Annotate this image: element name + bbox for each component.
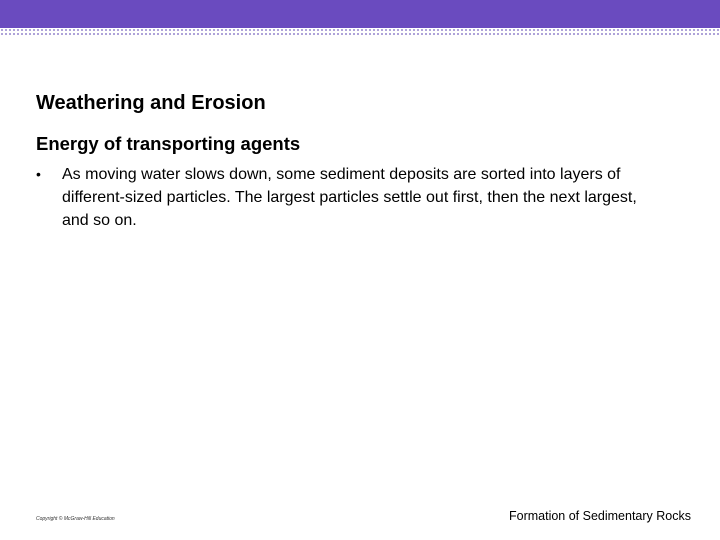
copyright-notice: Copyright © McGraw-Hill Education xyxy=(36,516,115,522)
bullet-text: As moving water slows down, some sediment deposits are sorted into layers of different-sized particles. The largest particles settle out first, then the next largest, and so on. xyxy=(62,166,637,229)
bullet-item xyxy=(36,163,656,232)
footer-lesson-label: Formation of Sedimentary Rocks xyxy=(508,509,691,523)
slide-subtitle: Energy of transporting agents xyxy=(36,133,301,154)
slide-title: Weathering and Erosion xyxy=(36,92,266,114)
bullet-list xyxy=(36,163,656,232)
header-dot-pattern xyxy=(0,28,720,36)
bullet-marker: • xyxy=(36,166,41,182)
header-bar xyxy=(0,0,720,28)
